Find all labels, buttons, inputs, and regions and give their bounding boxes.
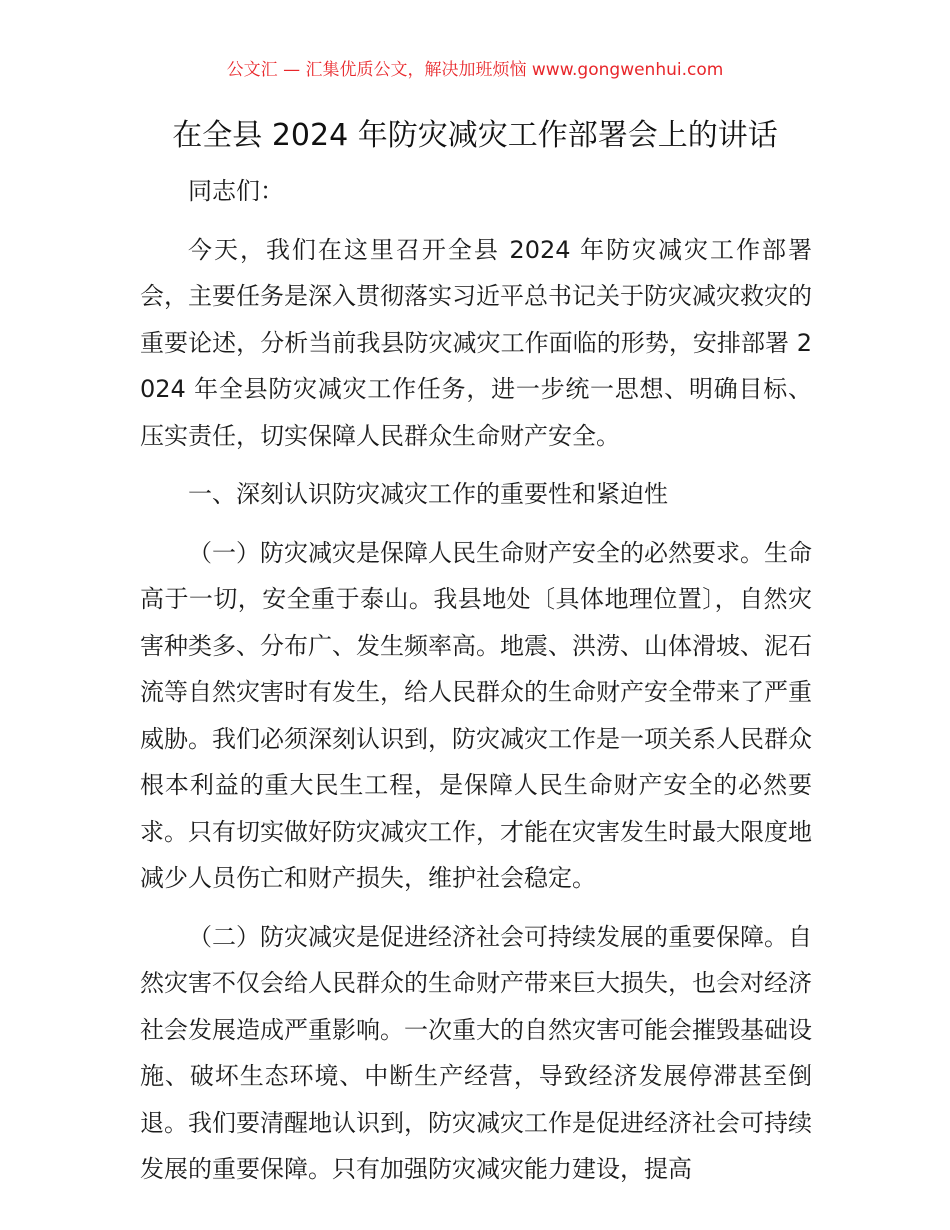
section1-paragraph-2: （二）防灾减灾是促进经济社会可持续发展的重要保障。自然灾害不仅会给人民群众的生命财产带来巨大损失，也会对经济社会发展造成严重影响。一次重大的自然灾害可能会摧毁基础设施、破坏生态环境、中断生产经营，导致经济发展停滞甚至倒退。我们要清醒地认识到，防灾减灾工作是促进经济社会可持续发展的重要保障。只有加强防灾减灾能力建设，提高 (140, 922, 812, 1183)
section1-paragraph-1: （一）防灾减灾是保障人民生命财产安全的必然要求。生命高于一切，安全重于泰山。我县地处〔具体地理位置〕，自然灾害种类多、分布广、发生频率高。地震、洪涝、山体滑坡、泥石流等自然灾害时有发生，给人民群众的生命财产安全带来了严重威胁。我们必须深刻认识到，防灾减灾工作是一项关系人民群众根本利益的重大民生工程，是保障人民生命财产安全的必然要求。只有切实做好防灾减灾工作，才能在灾害发生时最大限度地减少人员伤亡和财产损失，维护社会稳定。 (140, 538, 812, 892)
document-body (140, 168, 812, 1193)
document-title: 在全县 2024 年防灾减灾工作部署会上的讲话 (172, 118, 778, 153)
intro-paragraph: 今天，我们在这里召开全县 2024 年防灾减灾工作部署会，主要任务是深入贯彻落实习近平总书记关于防灾减灾救灾的重要论述，分析当前我县防灾减灾工作面临的形势，安排部署 2024 年全县防灾减灾工作任务，进一步统一思想、明确目标、压实责任，切实保障人民群众生命财产安全。 (140, 235, 812, 450)
site-banner: 公文汇 — 汇集优质公文，解决加班烦恼 www.gongwenhui.com (226, 60, 724, 80)
salutation: 同志们： (188, 177, 284, 205)
section-heading-1: 一、深刻认识防灾减灾工作的重要性和紧迫性 (188, 480, 668, 508)
